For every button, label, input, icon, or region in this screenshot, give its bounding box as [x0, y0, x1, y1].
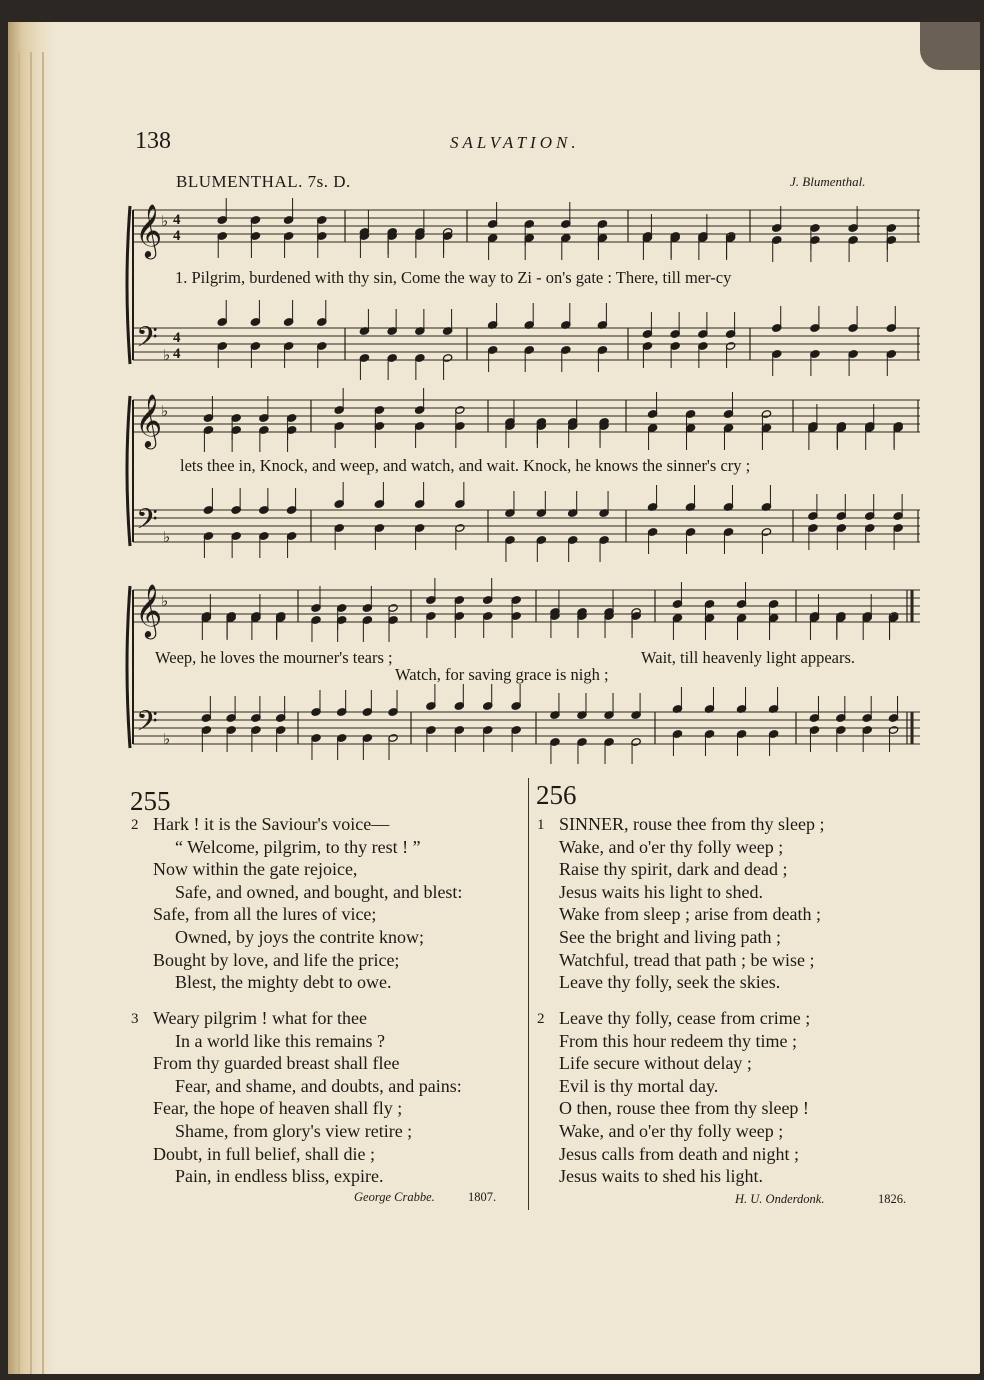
verse-line: Jesus calls from death and night ; — [559, 1143, 799, 1164]
system-brace — [127, 206, 130, 364]
verse-line: See the bright and living path ; — [559, 927, 781, 947]
verse-line: Pain, in endless bliss, expire. — [175, 1166, 384, 1187]
verse-line: Weary pilgrim ! what for thee — [153, 1008, 367, 1028]
verse-line: Wake, and o'er thy folly weep ; — [559, 1121, 784, 1141]
hymn-256-number: 256 — [536, 780, 577, 810]
bass-clef-icon: 𝄢 — [136, 321, 158, 361]
verse-line: Life secure without delay ; — [559, 1053, 752, 1074]
flat-key-icon: ♭ — [163, 346, 171, 364]
verse-line: “ Welcome, pilgrim, to thy rest ! ” — [175, 836, 421, 857]
verse-line: From this hour redeem thy time ; — [559, 1030, 797, 1051]
flat-key-icon: ♭ — [163, 528, 171, 546]
flat-key-icon: ♭ — [161, 212, 169, 230]
verse-line: SINNER, rouse thee from thy sleep ; — [559, 814, 825, 834]
verse-line: In a world like this remains ? — [175, 1030, 385, 1051]
verse-line: Doubt, in full belief, shall die ; — [153, 1143, 375, 1164]
verse-line: Fear, and shame, and doubts, and pains: — [175, 1075, 462, 1096]
verse-line: Wake, and o'er thy folly weep ; — [559, 836, 784, 857]
verse-line: Blest, the mighty debt to owe. — [175, 972, 392, 993]
verse-line: Bought by love, and life the price; — [153, 949, 400, 970]
verse-line: Hark ! it is the Saviour's voice— — [153, 814, 390, 834]
verse-line: Shame, from glory's view retire ; — [175, 1121, 413, 1141]
verse-line: Now within the gate rejoice, — [153, 859, 358, 880]
verse-line: Jesus waits his light to shed. — [559, 881, 764, 902]
hymn-255-author: George Crabbe. — [354, 1190, 435, 1204]
lyric-line-1: 1. Pilgrim, burdened with thy sin, Come the way to Zi - on's gate : There, till mer-cy — [175, 268, 732, 287]
lyric-line-2: lets thee in, Knock, and weep, and watch, and wait. Knock, he knows the sinner's cry ; — [180, 456, 751, 475]
bass-clef-icon: 𝄢 — [136, 503, 158, 543]
system-brace — [127, 586, 130, 748]
time-signature: 4 — [173, 212, 181, 228]
lyric-line-3b: Wait, till heavenly light appears. — [641, 648, 856, 667]
running-title: SALVATION. — [450, 133, 580, 152]
lyric-line-3a: Weep, he loves the mourner's tears ; — [155, 648, 393, 667]
hymn-255-year: 1807. — [468, 1190, 497, 1204]
column-divider — [528, 778, 529, 1210]
tune-name: BLUMENTHAL. 7s. D. — [176, 172, 351, 191]
time-signature: 4 — [173, 330, 181, 346]
verse-line: Raise thy spirit, dark and dead ; — [559, 859, 788, 880]
verse-line: Leave thy folly, seek the skies. — [559, 972, 781, 993]
verse-line: Wake from sleep ; arise from death ; — [559, 904, 821, 925]
time-signature: 4 — [173, 228, 181, 244]
treble-clef-icon: 𝄞 — [135, 393, 163, 447]
verse-line: Leave thy folly, cease from crime ; — [559, 1008, 811, 1028]
verse-line: Watchful, tread that path ; be wise ; — [559, 949, 815, 970]
hymn-256-year: 1826. — [878, 1192, 907, 1206]
lyric-line-3c: Watch, for saving grace is nigh ; — [395, 665, 609, 684]
flat-key-icon: ♭ — [163, 730, 171, 748]
stanza-number: 2 — [131, 817, 139, 833]
system-brace — [127, 396, 130, 546]
bass-clef-icon: 𝄢 — [136, 705, 158, 745]
verse-line: Jesus waits to shed his light. — [559, 1166, 764, 1187]
verse-line: Safe, from all the lures of vice; — [153, 904, 377, 925]
stanza-number: 1 — [537, 817, 545, 833]
verse-line: From thy guarded breast shall flee — [153, 1053, 400, 1074]
verse-line: Fear, the hope of heaven shall fly ; — [153, 1098, 403, 1119]
verse-line: O then, rouse thee from thy sleep ! — [559, 1098, 809, 1119]
verse-line: Safe, and owned, and bought, and blest: — [175, 881, 463, 902]
verse-line: Evil is thy mortal day. — [559, 1075, 719, 1096]
verse-line: Owned, by joys the contrite know; — [175, 927, 424, 947]
treble-clef-icon: 𝄞 — [135, 583, 163, 637]
treble-clef-icon: 𝄞 — [135, 203, 163, 257]
hymn-256-author: H. U. Onderdonk. — [735, 1192, 825, 1206]
hymn-255-number: 255 — [130, 786, 171, 816]
flat-key-icon: ♭ — [161, 402, 169, 420]
time-signature: 4 — [173, 346, 181, 362]
page-number: 138 — [135, 128, 171, 154]
stanza-number: 3 — [131, 1011, 139, 1027]
tune-composer: J. Blumenthal. — [790, 174, 866, 189]
stanza-number: 2 — [537, 1011, 545, 1027]
flat-key-icon: ♭ — [161, 592, 169, 610]
